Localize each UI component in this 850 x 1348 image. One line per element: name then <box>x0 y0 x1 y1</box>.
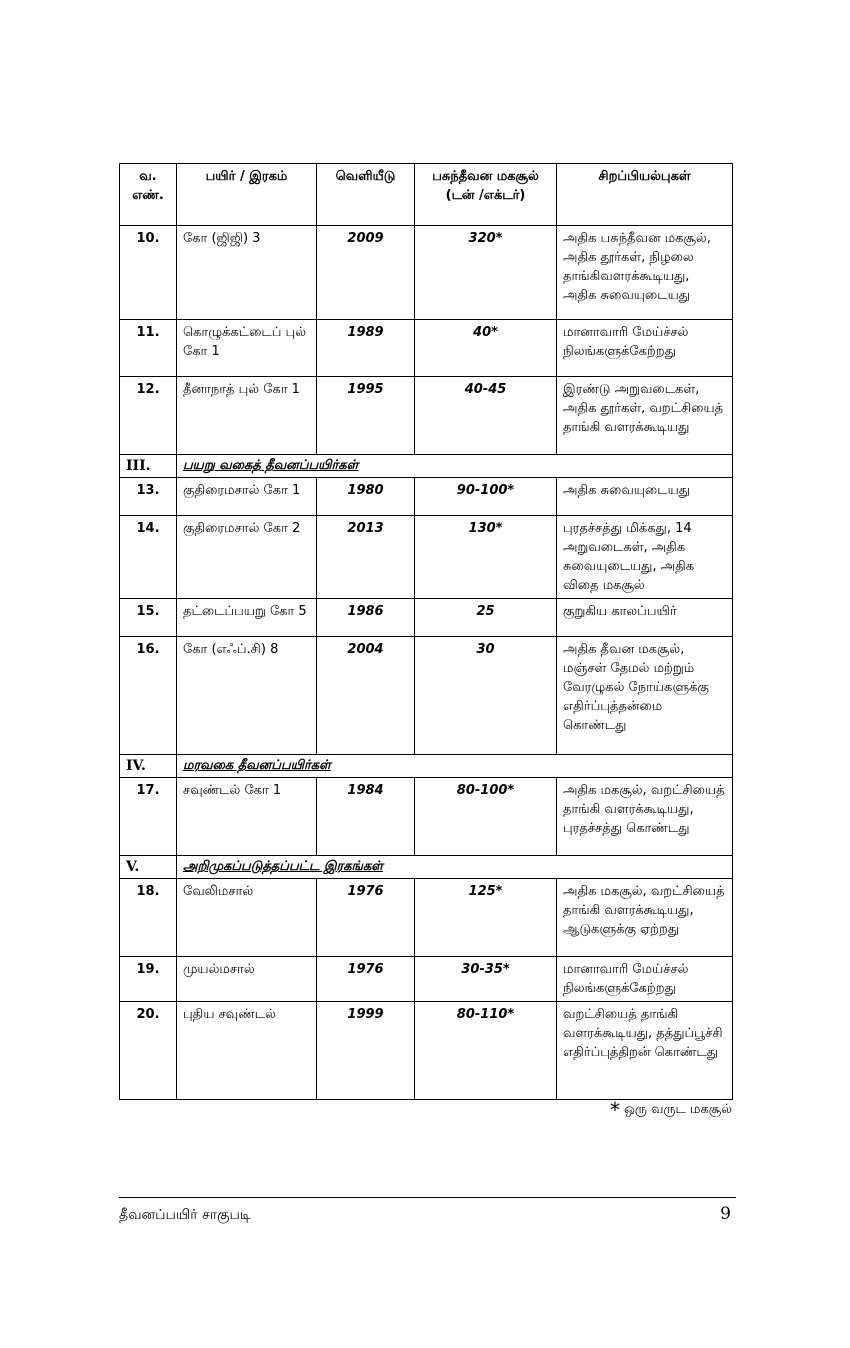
serial-cell: 18. <box>120 879 177 957</box>
table-row <box>120 516 733 599</box>
year-cell: 1999 <box>317 1002 415 1100</box>
yield-cell: 40-45 <box>415 377 557 455</box>
year-cell: 1995 <box>317 377 415 455</box>
page-number: 9 <box>720 1204 731 1224</box>
table-row <box>120 957 733 1002</box>
yield-cell: 130* <box>415 516 557 599</box>
section-number: V. <box>120 856 177 879</box>
serial-cell: 10. <box>120 226 177 320</box>
yield-cell: 320* <box>415 226 557 320</box>
table-row <box>120 778 733 856</box>
features-cell: அதிக மகசூல், வறட்சியைத் தாங்கி வளரக்கூடியது, ஆடுகளுக்கு ஏற்றது <box>557 879 733 957</box>
year-cell: 1989 <box>317 320 415 377</box>
crop-cell: கோ (ஜிஜி) 3 <box>177 226 317 320</box>
year-cell: 2013 <box>317 516 415 599</box>
features-cell: புரதச்சத்து மிக்கது, 14 அறுவடைகள், அதிக சுவையுடையது, அதிக விதை மகசூல் <box>557 516 733 599</box>
features-cell: அதிக மகசூல், வறட்சியைத் தாங்கி வளரக்கூடியது, புரதச்சத்து கொண்டது <box>557 778 733 856</box>
footnote-text: ஒரு வருட மகசூல் <box>623 1102 732 1117</box>
table-row <box>120 879 733 957</box>
table-header-row <box>120 164 733 226</box>
serial-cell: 20. <box>120 1002 177 1100</box>
crop-cell: தீனாநாத் புல் கோ 1 <box>177 377 317 455</box>
crop-cell: முயல்மசால் <box>177 957 317 1002</box>
forage-varieties-table <box>119 163 733 1100</box>
section-title <box>177 755 733 778</box>
section-title <box>177 856 733 879</box>
section-row <box>120 856 733 879</box>
header-release-year: வெளியீடு <box>317 164 415 226</box>
crop-cell: வேலிமசால் <box>177 879 317 957</box>
serial-cell: 13. <box>120 478 177 516</box>
table-row <box>120 1002 733 1100</box>
table-row <box>120 320 733 377</box>
yield-cell: 80-110* <box>415 1002 557 1100</box>
features-cell: அதிக தீவன மகசூல், மஞ்சள் தேமல் மற்றும் வேரழுகல் நோய்களுக்கு எதிர்ப்புத்தன்மை கொண்டது <box>557 637 733 755</box>
crop-cell: கொழுக்கட்டைப் புல் கோ 1 <box>177 320 317 377</box>
crop-cell: குதிரைமசால் கோ 1 <box>177 478 317 516</box>
features-cell: அதிக சுவையுடையது <box>557 478 733 516</box>
yield-cell: 30-35* <box>415 957 557 1002</box>
table-row <box>120 226 733 320</box>
yield-cell: 40* <box>415 320 557 377</box>
features-cell: இரண்டு அறுவடைகள், அதிக தூர்கள், வறட்சியைத் தாங்கி வளரக்கூடியது <box>557 377 733 455</box>
footnote-asterisk: * <box>609 1098 620 1122</box>
table-row <box>120 599 733 637</box>
footer-book-title: தீவனப்பயிர் சாகுபடி <box>119 1207 252 1223</box>
serial-cell: 17. <box>120 778 177 856</box>
year-cell: 2004 <box>317 637 415 755</box>
features-cell: குறுகிய காலப்பயிர் <box>557 599 733 637</box>
footer-divider <box>119 1197 736 1198</box>
serial-cell: 16. <box>120 637 177 755</box>
serial-cell: 14. <box>120 516 177 599</box>
serial-cell: 12. <box>120 377 177 455</box>
serial-cell: 19. <box>120 957 177 1002</box>
year-cell: 1986 <box>317 599 415 637</box>
serial-cell: 15. <box>120 599 177 637</box>
year-cell: 2009 <box>317 226 415 320</box>
year-cell: 1976 <box>317 957 415 1002</box>
section-title-text: பயறு வகைத் தீவனப்பயிர்கள் <box>183 458 359 473</box>
year-cell: 1980 <box>317 478 415 516</box>
yield-footnote <box>610 1098 732 1122</box>
header-features: சிறப்பியல்புகள் <box>557 164 733 226</box>
table-row <box>120 478 733 516</box>
features-cell: மானாவாரி மேய்ச்சல் நிலங்களுக்கேற்றது <box>557 320 733 377</box>
section-row <box>120 455 733 478</box>
table-row <box>120 377 733 455</box>
crop-cell: புதிய சவுண்டல் <box>177 1002 317 1100</box>
yield-cell: 80-100* <box>415 778 557 856</box>
header-crop: பயிர் / இரகம் <box>177 164 317 226</box>
section-title-text: அறிமுகப்படுத்தப்பட்ட இரகங்கள் <box>183 859 383 874</box>
features-cell: அதிக பசுந்தீவன மகசூல், அதிக தூர்கள், நிழலை தாங்கிவளரக்கூடியது, அதிக சுவையுடையது <box>557 226 733 320</box>
yield-cell: 125* <box>415 879 557 957</box>
year-cell: 1984 <box>317 778 415 856</box>
header-yield: பசுந்தீவன மகசூல் (டன் /எக்டர்) <box>415 164 557 226</box>
crop-cell: தட்டைப்பயறு கோ 5 <box>177 599 317 637</box>
serial-cell: 11. <box>120 320 177 377</box>
features-cell: மானாவாரி மேய்ச்சல் நிலங்களுக்கேற்றது <box>557 957 733 1002</box>
header-serial: வ. எண். <box>120 164 177 226</box>
crop-cell: கோ (எஃப்.சி) 8 <box>177 637 317 755</box>
yield-cell: 25 <box>415 599 557 637</box>
section-title-text: மரவகை தீவனப்பயிர்கள் <box>183 758 331 773</box>
section-number: IV. <box>120 755 177 778</box>
crop-cell: குதிரைமசால் கோ 2 <box>177 516 317 599</box>
table-row <box>120 637 733 755</box>
yield-cell: 30 <box>415 637 557 755</box>
yield-cell: 90-100* <box>415 478 557 516</box>
section-row <box>120 755 733 778</box>
section-number: III. <box>120 455 177 478</box>
year-cell: 1976 <box>317 879 415 957</box>
features-cell: வறட்சியைத் தாங்கி வளரக்கூடியது, தத்துப்பூச்சி எதிர்ப்புத்திறன் கொண்டது <box>557 1002 733 1100</box>
section-title <box>177 455 733 478</box>
crop-cell: சவுண்டல் கோ 1 <box>177 778 317 856</box>
